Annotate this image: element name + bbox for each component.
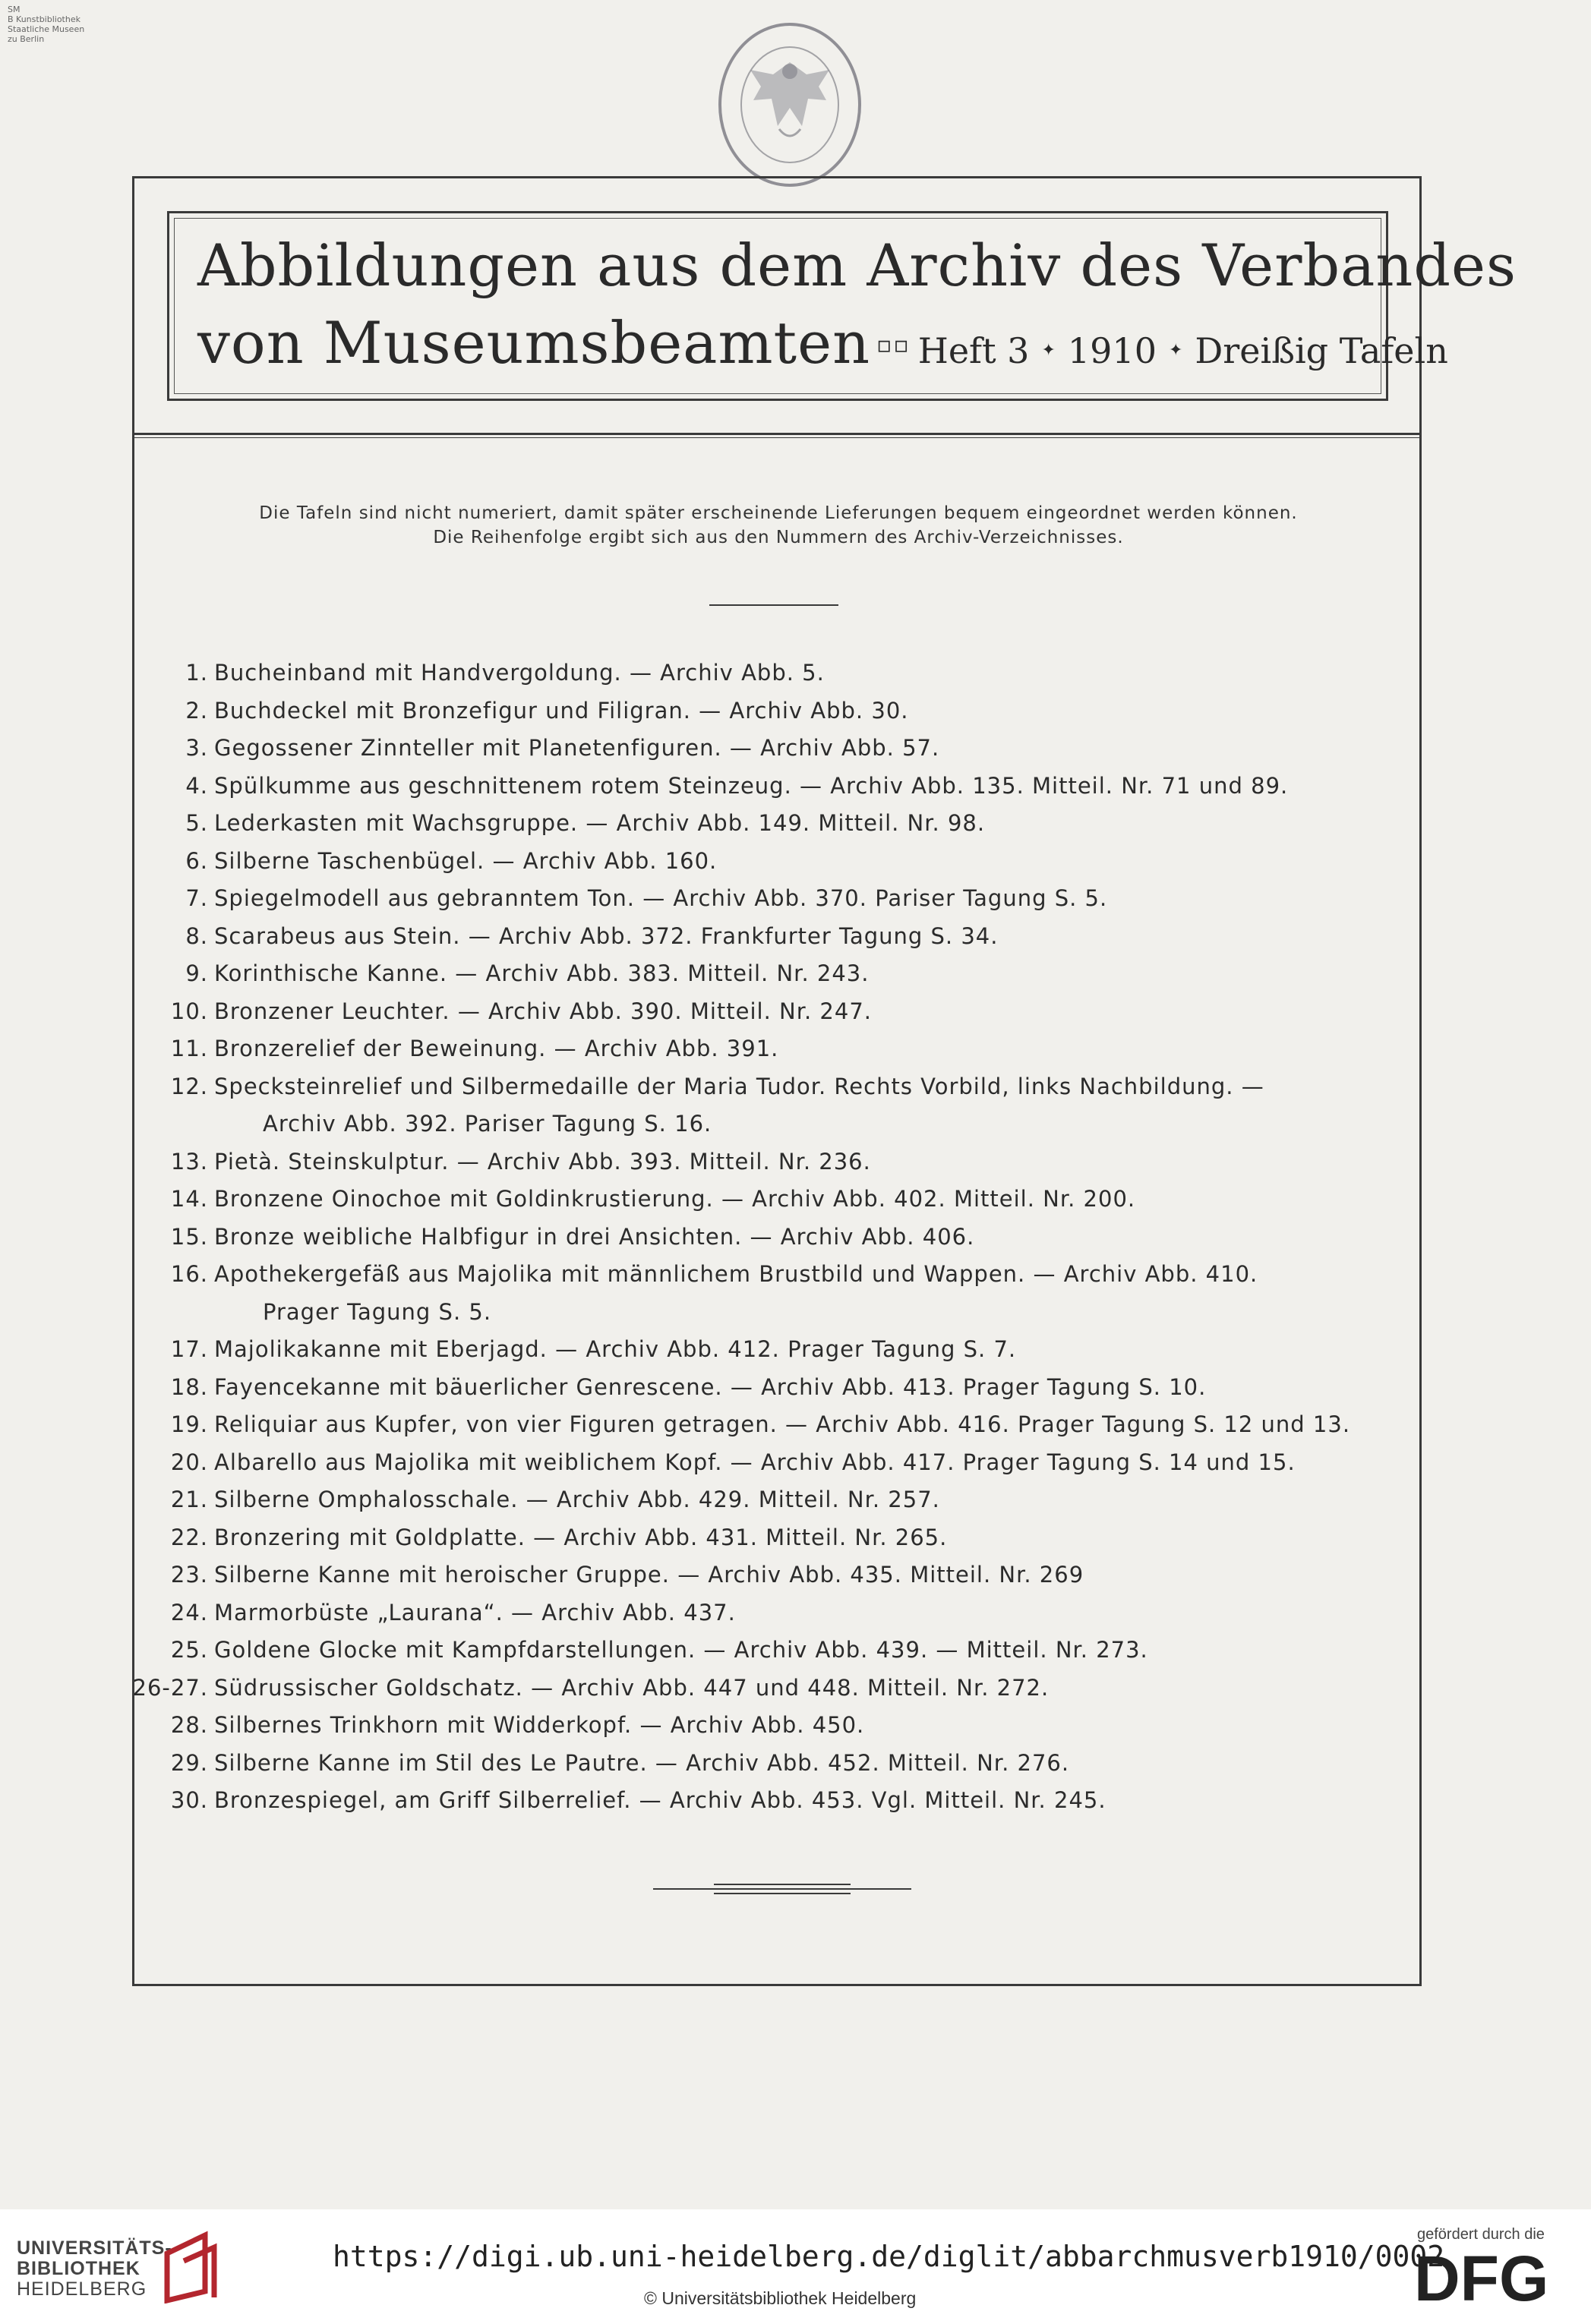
plate-number: 14. [170, 1186, 208, 1212]
plate-description: Bronzespiegel, am Griff Silberrelief. — Archiv Abb. 453. Vgl. Mitteil. Nr. 245. [214, 1787, 1106, 1813]
plate-list-item [152, 1632, 1413, 1670]
plate-description: Silberne Taschenbügel. — Archiv Abb. 160. [214, 847, 718, 874]
plate-number: 21. [170, 1487, 208, 1512]
plate-list-item [152, 1219, 1413, 1257]
title-year: 1910 [1067, 330, 1157, 371]
plate-description: Südrussischer Goldschatz. — Archiv Abb. 447 und 448. Mitteil. Nr. 272. [214, 1674, 1050, 1701]
plate-description: Bronzener Leuchter. — Archiv Abb. 390. Mitteil. Nr. 247. [214, 998, 872, 1024]
intro-line: Die Tafeln sind nicht numeriert, damit später erscheinende Lieferungen bequem eingeordnet werden können. [259, 503, 1298, 523]
plate-number: 2. [185, 697, 208, 724]
digitization-footer [0, 2209, 1591, 2324]
title-line-1: Abbildungen aus dem Archiv des Verbandes [197, 232, 1517, 299]
plate-list-item [152, 955, 1413, 993]
plate-description: Albarello aus Majolika mit weiblichem Kopf. — Archiv Abb. 417. Prager Tagung S. 14 und 15. [214, 1449, 1296, 1475]
plate-list-item [152, 1030, 1413, 1068]
plate-description: Pietà. Steinskulptur. — Archiv Abb. 393. Mitteil. Nr. 236. [214, 1148, 871, 1175]
plate-description: Lederkasten mit Wachsgruppe. — Archiv Abb. 149. Mitteil. Nr. 98. [214, 810, 986, 836]
title-museumsbeamten: von Museumsbeamten [197, 309, 871, 377]
plate-description: Buchdeckel mit Bronzefigur und Filigran. — Archiv Abb. 30. [214, 697, 909, 724]
library-stamp-seal [706, 15, 873, 197]
plate-number: 6. [185, 847, 208, 874]
plate-list-item [152, 1256, 1413, 1331]
plate-description: Scarabeus aus Stein. — Archiv Abb. 372. Frankfurter Tagung S. 34. [214, 922, 999, 949]
plate-list-item [152, 843, 1413, 881]
plate-number: 5. [185, 810, 208, 836]
plate-description: Silberne Kanne mit heroischer Gruppe. — Archiv Abb. 435. Mitteil. Nr. 269 [214, 1562, 1084, 1588]
plate-list-item [152, 1594, 1413, 1632]
ornament-boxes: ▫▫ [876, 332, 911, 358]
plate-list-item [152, 1331, 1413, 1369]
corner-label-line: zu Berlin [8, 34, 45, 44]
plate-description: Fayencekanne mit bäuerlicher Genrescene. — Archiv Abb. 413. Prager Tagung S. 10. [214, 1373, 1207, 1400]
plate-list-item [152, 880, 1413, 918]
plate-number: 20. [170, 1449, 208, 1475]
plate-description: Bronzering mit Goldplatte. — Archiv Abb. 431. Mitteil. Nr. 265. [214, 1524, 948, 1550]
plate-description: Specksteinrelief und Silbermedaille der Maria Tudor. Rechts Vorbild, links Nachbildung. — [214, 1073, 1264, 1099]
funded-by-caption: gefördert durch die [1417, 2226, 1545, 2243]
plate-list-item [152, 692, 1413, 730]
plate-description: Bucheinband mit Handvergoldung. — Archiv Abb. 5. [214, 660, 825, 686]
plate-number: 18. [170, 1373, 208, 1400]
library-name-line: HEIDELBERG [17, 2278, 147, 2300]
plate-number: 22. [170, 1524, 208, 1550]
plate-number: 16. [170, 1261, 208, 1287]
plate-number: 9. [185, 960, 208, 986]
title-tafeln: Dreißig Tafeln [1195, 330, 1448, 371]
library-corner-label [8, 5, 122, 44]
ub-logo-mark-icon [161, 2231, 222, 2304]
plate-description: Majolikakanne mit Eberjagd. — Archiv Abb. 412. Prager Tagung S. 7. [214, 1336, 1017, 1362]
plate-list-item [152, 1406, 1413, 1444]
plate-number: 13. [170, 1148, 208, 1175]
corner-label-line: B Kunstbibliothek [8, 14, 80, 24]
plate-number: 11. [170, 1036, 208, 1061]
plate-description: Spiegelmodell aus gebranntem Ton. — Archiv Abb. 370. Pariser Tagung S. 5. [214, 885, 1108, 911]
plate-list-item [152, 1143, 1413, 1181]
plate-number: 23. [170, 1562, 208, 1588]
plate-list-item [152, 805, 1413, 843]
plate-number: 1. [185, 660, 208, 686]
library-name-line: BIBLIOTHEK [17, 2258, 140, 2279]
plate-list-item [152, 1556, 1413, 1594]
plate-description: Goldene Glocke mit Kampfdarstellungen. — Archiv Abb. 439. — Mitteil. Nr. 273. [214, 1637, 1148, 1663]
intro-line: Die Reihenfolge ergibt sich aus den Nummern des Archiv-Verzeichnisses. [433, 528, 1124, 547]
plate-description: Silbernes Trinkhorn mit Widderkopf. — Archiv Abb. 450. [214, 1712, 865, 1738]
dfg-logo-text: DFG [1414, 2246, 1549, 2308]
plate-description: Bronzene Oinochoe mit Goldinkrustierung. — Archiv Abb. 402. Mitteil. Nr. 200. [214, 1186, 1136, 1212]
plate-list-item [152, 1707, 1413, 1745]
corner-label-line: Staatliche Museen [8, 24, 85, 34]
intro-note [137, 501, 1420, 550]
end-ornament [653, 1880, 911, 1898]
plate-list-item [152, 1481, 1413, 1519]
short-divider [709, 604, 838, 606]
title-line-2 [197, 305, 1448, 397]
plate-description: Silberne Omphalosschale. — Archiv Abb. 429. Mitteil. Nr. 257. [214, 1487, 940, 1512]
plate-list-item [132, 1670, 1413, 1708]
plate-description: Reliquiar aus Kupfer, von vier Figuren getragen. — Archiv Abb. 416. Prager Tagung S. 12 und 13. [214, 1411, 1351, 1437]
plate-list [132, 654, 1413, 1820]
plate-list-item [152, 1369, 1413, 1407]
plate-description-continued: Prager Tagung S. 5. [263, 1298, 492, 1325]
plate-number: 29. [170, 1749, 208, 1776]
plate-description: Silberne Kanne im Stil des Le Pautre. — Archiv Abb. 452. Mitteil. Nr. 276. [214, 1749, 1070, 1776]
corner-label-line: SM [8, 5, 21, 14]
title-heft: Heft 3 [917, 330, 1030, 371]
library-name-line: UNIVERSITÄTS- [17, 2237, 172, 2259]
plate-description-continued: Archiv Abb. 392. Pariser Tagung S. 16. [263, 1111, 712, 1137]
plate-number: 17. [170, 1336, 208, 1362]
plate-description: Korinthische Kanne. — Archiv Abb. 383. Mitteil. Nr. 243. [214, 960, 870, 986]
plate-number: 15. [170, 1223, 208, 1250]
plate-number: 24. [170, 1599, 208, 1626]
plate-number: 12. [170, 1073, 208, 1099]
plate-list-item [152, 1745, 1413, 1783]
plate-description: Bronze weibliche Halbfigur in drei Ansichten. — Archiv Abb. 406. [214, 1223, 975, 1250]
plate-list-item [152, 1181, 1413, 1219]
plate-list-item [152, 1444, 1413, 1482]
plate-number: 3. [185, 735, 208, 761]
plate-list-item [152, 918, 1413, 956]
plate-list-item [152, 1519, 1413, 1557]
dfg-logo-icon [1414, 2246, 1566, 2308]
header-divider [134, 433, 1420, 435]
plate-number: 26-27. [132, 1674, 208, 1701]
plate-list-item [152, 654, 1413, 692]
plate-list-item [152, 1782, 1413, 1820]
plate-number: 19. [170, 1411, 208, 1437]
plate-description: Apothekergefäß aus Majolika mit männlichem Brustbild und Wappen. — Archiv Abb. 410. [214, 1261, 1258, 1287]
separator-diamond: ✦ [1168, 341, 1183, 360]
header-divider-thin [134, 437, 1420, 438]
plate-description: Marmorbüste „Laurana“. — Archiv Abb. 437. [214, 1599, 736, 1626]
plate-description: Spülkumme aus geschnittenem rotem Steinzeug. — Archiv Abb. 135. Mitteil. Nr. 71 und 89. [214, 772, 1289, 799]
plate-list-item [152, 993, 1413, 1031]
plate-description: Bronzerelief der Beweinung. — Archiv Abb. 391. [214, 1036, 779, 1061]
plate-number: 25. [170, 1637, 208, 1663]
plate-number: 7. [185, 885, 208, 911]
copyright-notice: © Universitätsbibliothek Heidelberg [644, 2288, 917, 2308]
plate-list-item [152, 768, 1413, 806]
separator-diamond: ✦ [1041, 341, 1056, 360]
plate-description: Gegossener Zinnteller mit Planetenfiguren. — Archiv Abb. 57. [214, 735, 940, 761]
plate-number: 28. [170, 1712, 208, 1738]
plate-number: 8. [185, 922, 208, 949]
plate-number: 4. [185, 772, 208, 799]
ub-heidelberg-logo [17, 2238, 172, 2300]
permalink-url[interactable]: https://digi.ub.uni-heidelberg.de/diglit/abbarchmusverb1910/0002 [333, 2240, 1445, 2273]
plate-list-item [152, 730, 1413, 768]
plate-number: 30. [170, 1787, 208, 1813]
plate-number: 10. [170, 998, 208, 1024]
plate-list-item [152, 1068, 1413, 1143]
